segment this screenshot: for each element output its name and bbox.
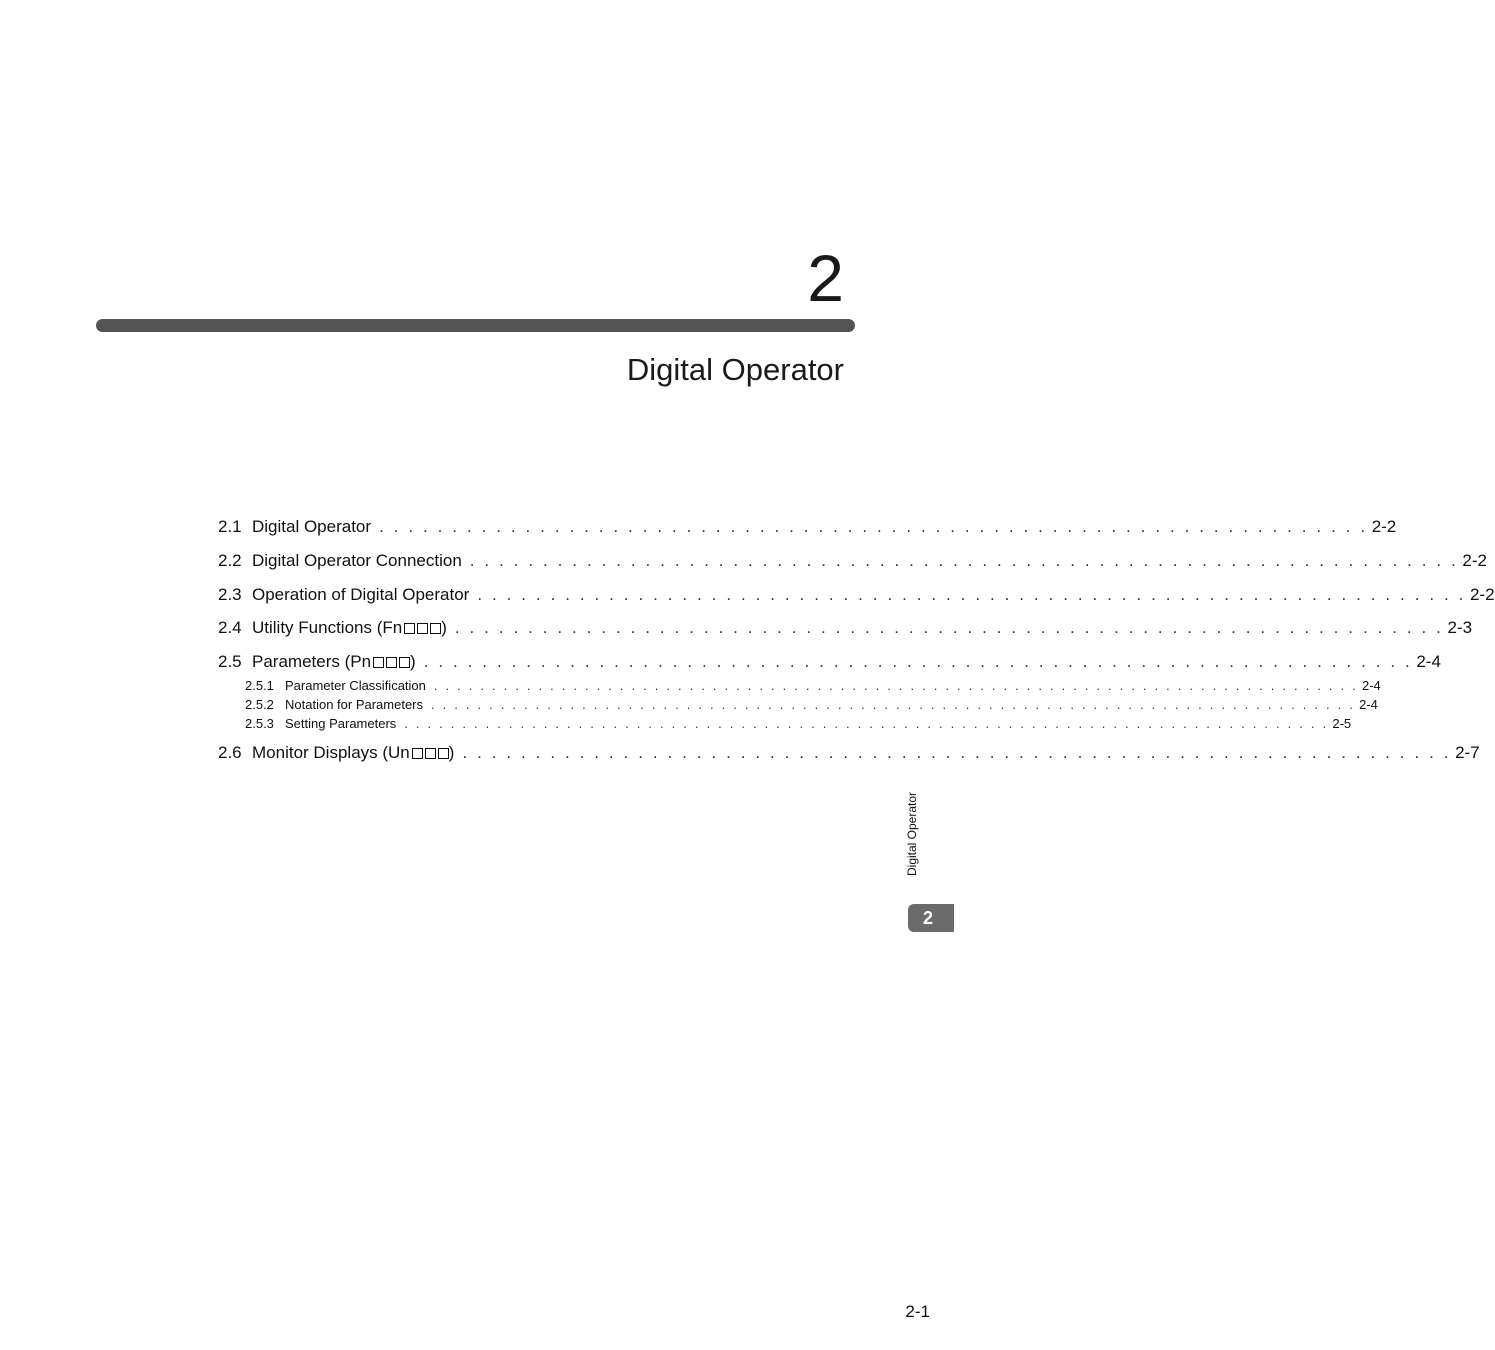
toc-leader: . . . . . . . . . . . . . . . . . . . . . . . . . . . . . . . . . . . . . . . . . . . . . . . . . . . . . . . . . . . . . . . . . . . .	[454, 618, 1444, 637]
toc-page: 2-2	[1462, 551, 1487, 570]
toc-label-text: Parameters (Pn	[252, 652, 372, 671]
toc-entry-2-5-2[interactable]	[218, 697, 1378, 713]
placeholder-box-icon	[417, 623, 428, 634]
placeholder-box-icon	[430, 623, 441, 634]
placeholder-box-icon	[373, 657, 384, 668]
toc-leader: . . . . . . . . . . . . . . . . . . . . . . . . . . . . . . . . . . . . . . . . . . . . . . . . . . . . . . . . . . . . . . . . . . . . . . . . . . . . . . . .	[433, 678, 1358, 693]
toc-label-suffix: )	[441, 618, 447, 637]
toc-page: 2-3	[1447, 618, 1473, 637]
toc-entry-2-5-3[interactable]	[218, 716, 1352, 732]
toc-entry-2-6[interactable]	[218, 743, 1480, 763]
chapter-bar	[96, 319, 855, 332]
toc-number: 2.1	[218, 517, 242, 536]
toc-number: 2.3	[218, 585, 242, 604]
toc-label	[252, 743, 454, 763]
toc-entry-2-5[interactable]	[218, 652, 1441, 672]
chapter-title: Digital Operator	[626, 352, 844, 387]
toc-label-text: Monitor Displays (Un	[252, 743, 410, 762]
toc-label: Digital Operator	[252, 517, 372, 536]
toc-number: 2.4	[218, 618, 242, 637]
toc-page: 2-7	[1455, 743, 1480, 762]
toc-page: 2-2	[1371, 517, 1397, 536]
toc-page: 2-4	[1359, 697, 1378, 712]
toc-leader: . . . . . . . . . . . . . . . . . . . . . . . . . . . . . . . . . . . . . . . . . . . . . . . . . . . . . . . . . . . . . . . . . . . .	[462, 743, 1452, 762]
chapter-tab[interactable]: 2	[908, 904, 954, 932]
toc-number: 2.6	[218, 743, 242, 762]
toc-entry-2-4[interactable]	[218, 618, 1473, 638]
toc-leader: . . . . . . . . . . . . . . . . . . . . . . . . . . . . . . . . . . . . . . . . . . . . . . . . . . . . . . . . . . . . . . . . . . . .	[379, 517, 1368, 536]
toc-label: Parameter Classification	[285, 678, 426, 693]
toc-page: 2-4	[1361, 678, 1381, 693]
toc-leader: . . . . . . . . . . . . . . . . . . . . . . . . . . . . . . . . . . . . . . . . . . . . . . . . . . . . . . . . . . . . . . . . . . . . . . . . . . . . . . . .	[404, 716, 1329, 731]
toc-entry-2-2[interactable]	[218, 551, 1487, 571]
toc-leader: . . . . . . . . . . . . . . . . . . . . . . . . . . . . . . . . . . . . . . . . . . . . . . . . . . . . . . . . . . . . . . . . . . . .	[423, 652, 1413, 671]
toc-label-text: Utility Functions (Fn	[252, 618, 403, 637]
placeholder-box-icon	[399, 657, 410, 668]
toc-label: Notation for Parameters	[285, 697, 424, 712]
placeholder-box-icon	[404, 623, 415, 634]
toc-entry-2-5-1[interactable]	[218, 678, 1381, 694]
toc-entry-2-1[interactable]	[218, 517, 1397, 537]
placeholder-box-icon	[412, 748, 423, 759]
toc-entry-2-3[interactable]	[218, 585, 1495, 605]
toc-number: 2.5.2	[245, 697, 274, 712]
toc-label-suffix: )	[410, 652, 416, 671]
toc-leader: . . . . . . . . . . . . . . . . . . . . . . . . . . . . . . . . . . . . . . . . . . . . . . . . . . . . . . . . . . . . . . . . . . . .	[469, 551, 1459, 570]
toc-label: Setting Parameters	[285, 716, 397, 731]
toc-label	[252, 652, 416, 672]
toc-number: 2.5.3	[245, 716, 274, 731]
toc-number: 2.5	[218, 652, 242, 671]
placeholder-box-icon	[425, 748, 436, 759]
toc-leader: . . . . . . . . . . . . . . . . . . . . . . . . . . . . . . . . . . . . . . . . . . . . . . . . . . . . . . . . . . . . . . . . . . . .	[477, 585, 1466, 604]
toc-label: Digital Operator Connection	[252, 551, 462, 570]
toc-number: 2.5.1	[245, 678, 274, 693]
toc-label	[252, 618, 447, 638]
toc-page: 2-5	[1332, 716, 1352, 731]
placeholder-box-icon	[438, 748, 449, 759]
side-chapter-label: Digital Operator	[905, 791, 919, 876]
toc-label: Operation of Digital Operator	[252, 585, 470, 604]
toc-page: 2-4	[1416, 652, 1441, 671]
toc-label-suffix: )	[448, 743, 455, 762]
page-number: 2-1	[905, 1302, 930, 1321]
toc-leader: . . . . . . . . . . . . . . . . . . . . . . . . . . . . . . . . . . . . . . . . . . . . . . . . . . . . . . . . . . . . . . . . . . . . . . . . . . . . . . . .	[431, 697, 1356, 712]
toc-page: 2-2	[1469, 585, 1495, 604]
placeholder-box-icon	[386, 657, 397, 668]
toc-number: 2.2	[218, 551, 242, 570]
chapter-number: 2	[807, 241, 844, 315]
